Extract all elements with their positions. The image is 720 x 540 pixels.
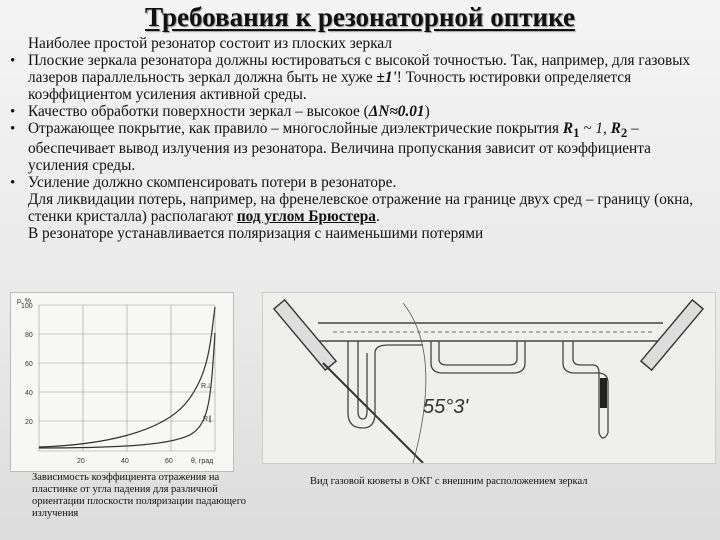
x-tick: 20 <box>77 458 85 465</box>
bullet-gain: • Усиление должно скомпенсировать потери в резонаторе. <box>8 175 714 192</box>
gas-cell-figure <box>262 292 716 464</box>
reflection-graph <box>11 293 233 471</box>
bullet-coating: • Отражающее покрытие, как правило – многослойные диэлектрические покрытия $R_1$ ~ 1, $R_2$ – обеспечивает вывод излучения из резонатора. Величина пропускания зависит от коэффициента усиления среды. <box>8 121 714 176</box>
polarization-text: В резонаторе устанавливается поляризация с наименьшими потерями <box>28 225 484 243</box>
handwritten-angle: 55°3' <box>423 396 469 418</box>
left-figure-caption: Зависимость коэффициента отражения на пластинке от угла падения для различной ориентации плоскости поляризации падающего излучения <box>32 472 246 519</box>
y-tick: 20 <box>25 419 33 426</box>
slide-body <box>8 36 714 243</box>
y-tick: 80 <box>25 332 33 339</box>
x-tick: 40 <box>121 458 129 465</box>
curve-label: R⊥ <box>201 383 213 390</box>
reflection-graph-figure <box>10 292 234 472</box>
bullet-surface-quality: • Качество обработки поверхности зеркал – высокое (ΔN≈0.01) <box>8 104 714 121</box>
y-tick: 40 <box>25 390 33 397</box>
slide-title: Требования к резонаторной оптике <box>145 2 575 32</box>
electrode <box>600 378 607 408</box>
y-tick: 60 <box>25 361 33 368</box>
right-figure-caption: Вид газовой кюветы в ОКГ с внешним расположением зеркал <box>310 476 588 487</box>
intro-text: Наиболее простой резонатор состоит из плоских зеркал <box>28 35 392 52</box>
brewster-text: Для ликвидации потерь, например, на френелевское отражение на границе двух сред – границу (окна, стенки кристалла) располагают под углом Брюстера. <box>28 191 694 226</box>
curve-label: R∥ <box>203 416 212 423</box>
bullet-alignment: • Плоские зеркала резонатора должны юстироваться с высокой точностью. Так, например, для газовых лазеров параллельность зеркал должна быть не хуже ±1'! Точность юстировки определяется коэффициентом усиления активной среды. <box>8 53 714 104</box>
y-tick: 100 <box>21 303 33 310</box>
y-unit-label: р, % <box>17 298 32 305</box>
x-axis-label: θ, град <box>191 458 214 465</box>
gas-cell-drawing <box>263 293 715 463</box>
x-tick: 60 <box>165 458 173 465</box>
